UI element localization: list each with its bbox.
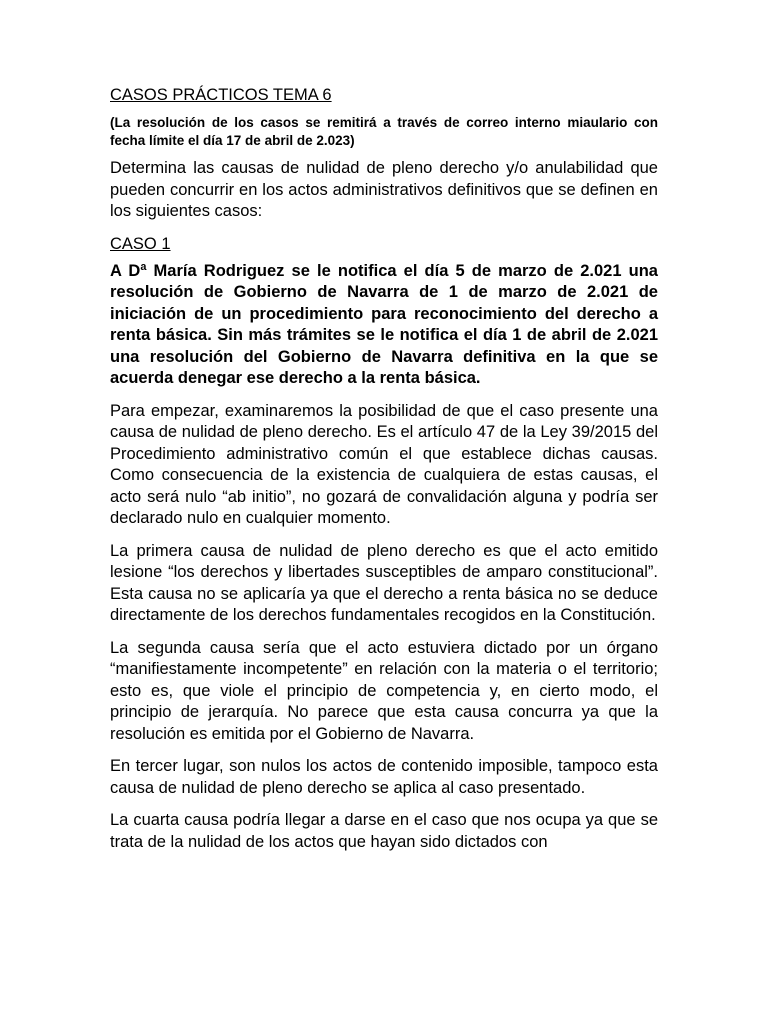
case-heading: CASO 1 [110,234,171,253]
intro-paragraph: Determina las causas de nulidad de pleno derecho y/o anulabilidad que pueden concurrir en los actos administrativos definitivos que se definen en los siguientes casos: [110,159,658,220]
document-title: CASOS PRÁCTICOS TEMA 6 [110,86,332,104]
body-paragraph: La primera causa de nulidad de pleno derecho es que el acto emitido lesione “los derechos y libertades susceptibles de amparo constitucional”. Esta causa no se aplicaría ya que el derecho a renta básica no se deduce directamente de los derechos fundamentales recogidos en la Constitución. [110,541,658,624]
deadline-note: (La resolución de los casos se remitirá a través de correo interno miaulario con fecha límite el día 17 de abril de 2.023) [110,115,658,148]
body-paragraph: La segunda causa sería que el acto estuviera dictado por un órgano “manifiestamente incompetente” en relación con la materia o el territorio; esto es, que viole el principio de competencia y, en cierto modo, el principio de jerarquía. No parece que esta causa concurra ya que la resolución es emitida por el Gobierno de Navarra. [110,638,658,743]
body-paragraph: Para empezar, examinaremos la posibilidad de que el caso presente una causa de nulidad de pleno derecho. Es el artículo 47 de la Ley 39/2015 del Procedimiento administrativo común el que establece dichas causas. Como consecuencia de la existencia de cualquiera de estas causas, el acto será nulo “ab initio”, no gozará de convalidación alguna y podría ser declarado nulo en cualquier momento. [110,401,658,527]
body-paragraph: La cuarta causa podría llegar a darse en el caso que nos ocupa ya que se trata de la nulidad de los actos que hayan sido dictados con [110,811,658,851]
document-page [110,85,658,864]
body-paragraph: En tercer lugar, son nulos los actos de contenido imposible, tampoco esta causa de nulidad de pleno derecho se aplica al caso presentado. [110,757,658,797]
case-statement: A Dª María Rodriguez se le notifica el día 5 de marzo de 2.021 una resolución de Gobierno de Navarra de 1 de marzo de 2.021 de iniciación de un procedimiento para reconocimiento del derecho a renta básica. Sin más trámites se le notifica el día 1 de abril de 2.021 una resolución del Gobierno de Navarra definitiva en la que se acuerda denegar ese derecho a la renta básica. [110,261,658,387]
